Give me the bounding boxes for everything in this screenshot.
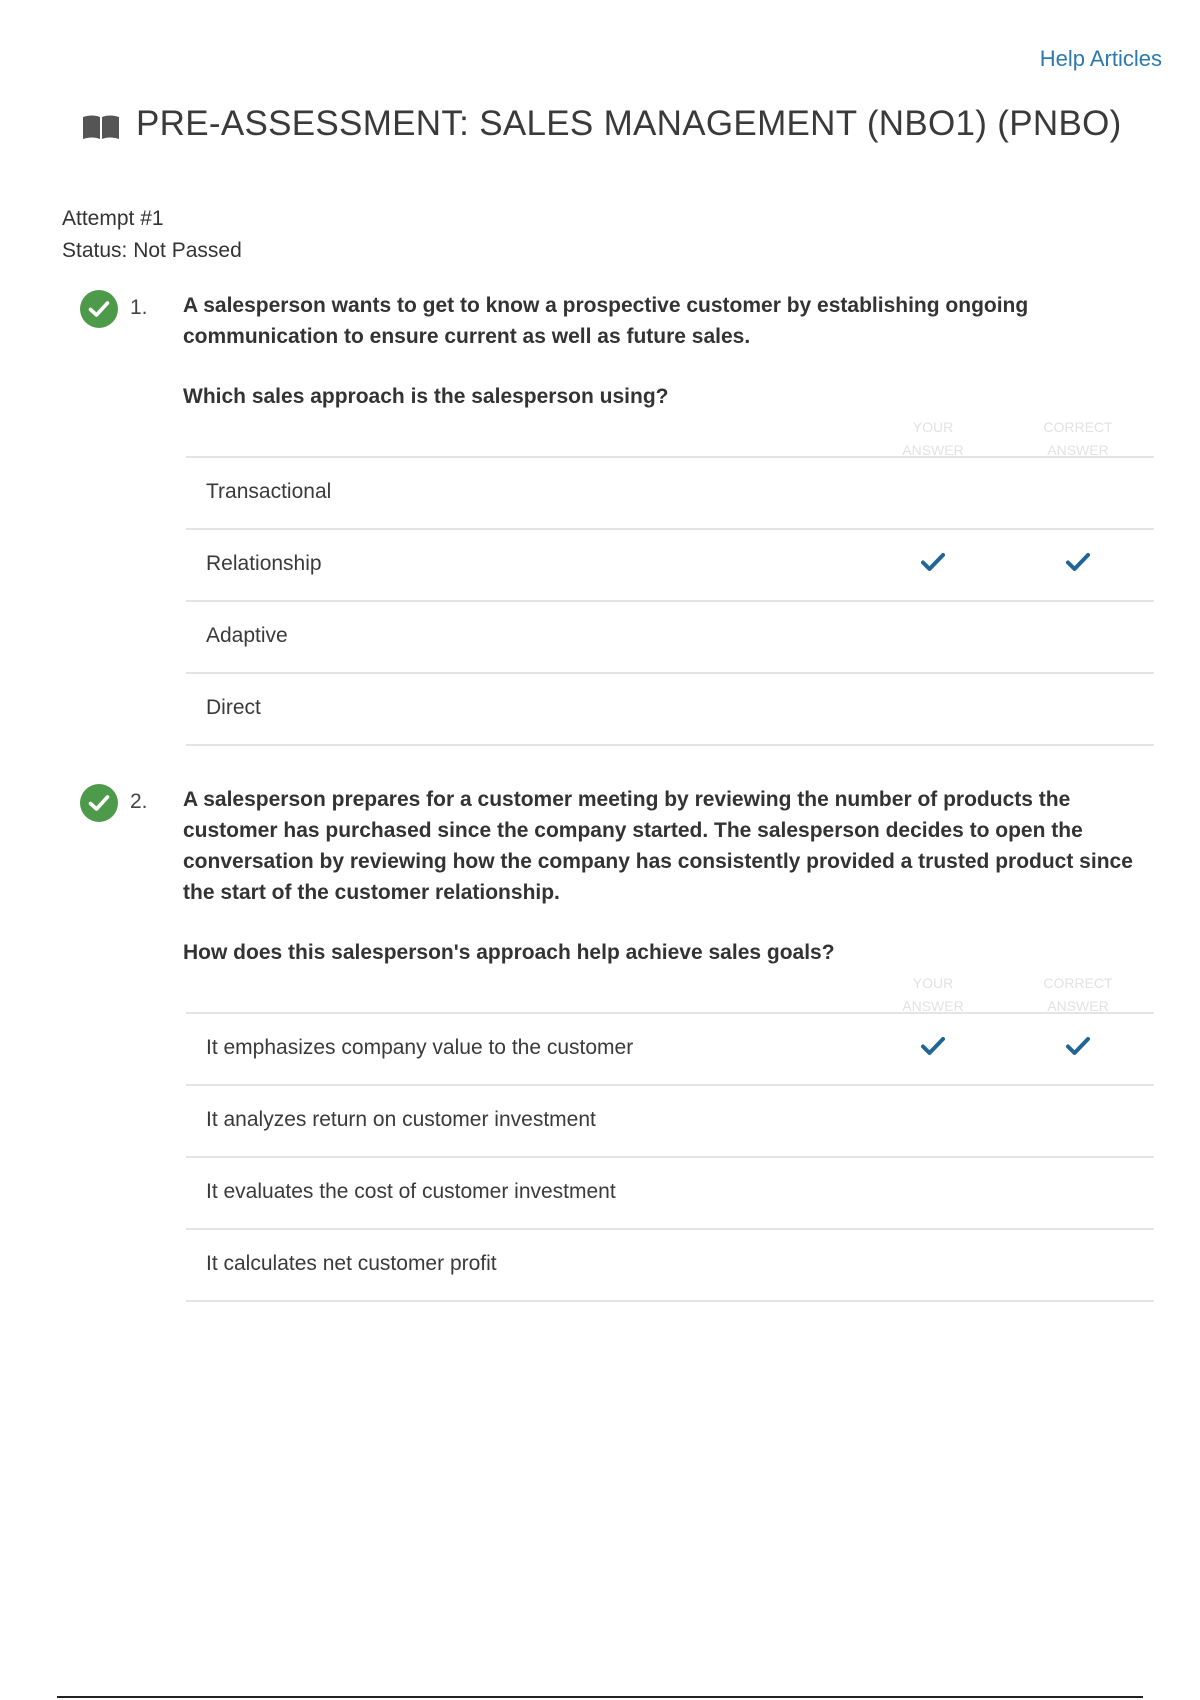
question-text: A salesperson wants to get to know a prospective customer by establishing ongoing communication to ensure current as well as future sales.: [183, 294, 1029, 348]
answer-option: [186, 458, 1154, 530]
answer-label: It calculates net customer profit: [206, 1252, 497, 1275]
answer-label: Transactional: [206, 480, 332, 503]
page-header: [82, 104, 1122, 144]
answer-option: [186, 1230, 1154, 1302]
question-1: [80, 286, 1154, 746]
your-answer-header: YOUR ANSWER: [902, 419, 964, 458]
page-title: PRE-ASSESSMENT: SALES MANAGEMENT (NBO1) (PNBO): [136, 104, 1122, 143]
question-2: [80, 780, 1154, 1302]
question-prompt: Which sales approach is the salesperson using?: [183, 385, 669, 408]
question-header: [80, 286, 1154, 412]
answer-table: [186, 968, 1154, 1302]
answer-label: Direct: [206, 696, 261, 719]
correct-answer-check-icon: [1066, 552, 1090, 572]
answer-label: It emphasizes company value to the customer: [206, 1036, 634, 1059]
answer-label: Relationship: [206, 552, 322, 575]
correct-answer-header: CORRECT ANSWER: [1043, 975, 1113, 1014]
answer-option: [186, 674, 1154, 746]
attempt-info: [62, 203, 242, 267]
answer-column-headers: [186, 412, 1154, 458]
answer-column-headers: [186, 968, 1154, 1014]
answer-option: [186, 602, 1154, 674]
question-prompt: How does this salesperson's approach help achieve sales goals?: [183, 941, 835, 964]
question-number: 2.: [130, 790, 148, 813]
answer-option: [186, 530, 1154, 602]
question-text: A salesperson prepares for a customer meeting by reviewing the number of products the customer has purchased since the company started. The salesperson decides to open the conversation by reviewing how the company has consistently provided a trusted product since the start of the customer relationship.: [183, 788, 1133, 904]
attempt-status: Status: Not Passed: [62, 239, 242, 262]
answer-option: [186, 1158, 1154, 1230]
check-circle-icon: [80, 290, 118, 328]
your-answer-header: YOUR ANSWER: [902, 975, 964, 1014]
your-answer-check-icon: [921, 1036, 945, 1056]
answer-label: It evaluates the cost of customer investment: [206, 1180, 616, 1203]
answer-label: It analyzes return on customer investment: [206, 1108, 596, 1131]
attempt-number: Attempt #1: [62, 207, 164, 230]
page-divider: [57, 1696, 1143, 1698]
question-header: [80, 780, 1154, 968]
help-articles-link[interactable]: Help Articles: [1039, 46, 1162, 71]
answer-label: Adaptive: [206, 624, 288, 647]
answer-option: [186, 1014, 1154, 1086]
book-icon: [82, 112, 122, 142]
correct-answer-header: CORRECT ANSWER: [1043, 419, 1113, 458]
check-circle-icon: [80, 784, 118, 822]
question-number: 1.: [130, 296, 148, 319]
correct-answer-check-icon: [1066, 1036, 1090, 1056]
your-answer-check-icon: [921, 552, 945, 572]
answer-table: [186, 412, 1154, 746]
answer-option: [186, 1086, 1154, 1158]
